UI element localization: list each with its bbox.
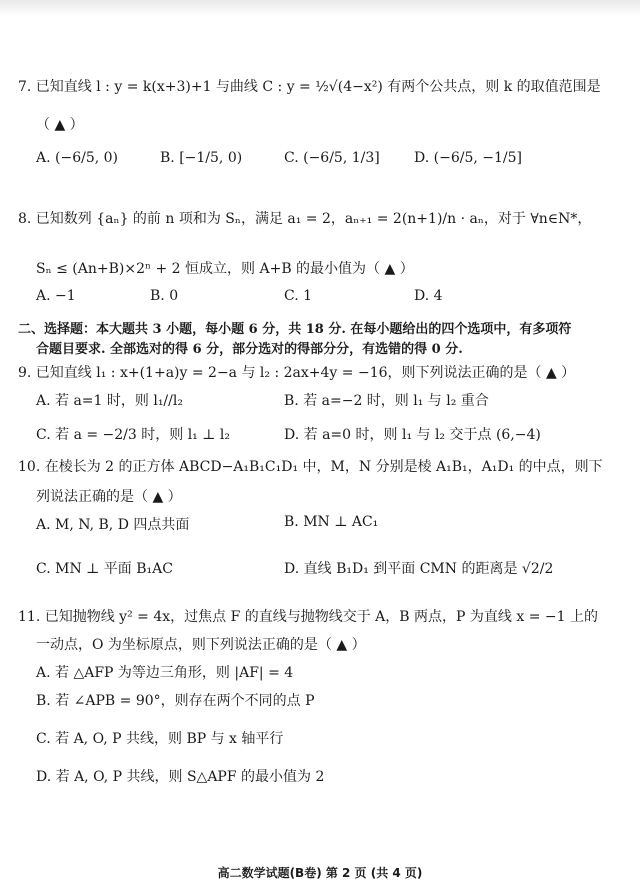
q7-option-a: A. (−6/5, 0) (36, 150, 119, 166)
q8-stem-line1: 8. 已知数列 {aₙ} 的前 n 项和为 Sₙ，满足 a₁ = 2，aₙ₊₁ = 2(n+1)/n · aₙ，对于 ∀n∈N*， (18, 211, 592, 227)
q8-option-d: D. 4 (414, 288, 443, 304)
q11-stem-line2: 一动点，O 为坐标原点，则下列说法正确的是（ ▲ ） (36, 637, 366, 653)
q10-option-c: C. MN ⊥ 平面 B₁AC (36, 561, 173, 577)
section2-heading-line2: 合题目要求. 全部选对的得 6 分，部分选对的得部分分，有选错的得 0 分. (36, 342, 463, 357)
q11-option-c: C. 若 A, O, P 共线，则 BP 与 x 轴平行 (36, 731, 284, 747)
q8-stem-line2: Sₙ ≤ (An+B)×2ⁿ + 2 恒成立，则 A+B 的最小值为（ ▲ ） (36, 261, 414, 277)
q8-option-c: C. 1 (284, 288, 313, 304)
q9-stem: 9. 已知直线 l₁ : x+(1+a)y = 2−a 与 l₂ : 2ax+4y = −16，则下列说法正确的是（ ▲ ） (18, 365, 576, 381)
page-footer: 高二数学试题(B卷) 第 2 页 (共 4 页) (217, 866, 423, 880)
q7-option-b: B. [−1/5, 0) (160, 150, 243, 166)
q10-option-a: A. M, N, B, D 四点共面 (36, 517, 190, 533)
q9-option-d: D. 若 a=0 时，则 l₁ 与 l₂ 交于点 (6,−4) (284, 427, 541, 443)
q8-option-a: A. −1 (36, 288, 76, 304)
q11-option-d: D. 若 A, O, P 共线，则 S△APF 的最小值为 2 (36, 769, 325, 785)
q11-stem-line1: 11. 已知抛物线 y² = 4x，过焦点 F 的直线与抛物线交于 A，B 两点，P 为直线 x = −1 上的 (18, 609, 598, 625)
q11-option-b: B. 若 ∠APB = 90°，则存在两个不同的点 P (36, 693, 315, 709)
q7-stem: 7. 已知直线 l : y = k(x+3)+1 与曲线 C : y = ½√(4−x²) 有两个公共点，则 k 的取值范围是 (18, 79, 601, 95)
q9-option-a: A. 若 a=1 时，则 l₁//l₂ (36, 393, 183, 409)
q10-stem-line2: 列说法正确的是（ ▲ ） (36, 489, 182, 505)
q7-answer-mark: （ ▲ ） (36, 117, 84, 133)
q9-option-c: C. 若 a = −2/3 时，则 l₁ ⊥ l₂ (36, 427, 230, 443)
q9-option-b: B. 若 a=−2 时，则 l₁ 与 l₂ 重合 (284, 393, 489, 409)
q7-option-c: C. (−6/5, 1/3] (284, 150, 380, 166)
q7-option-d: D. (−6/5, −1/5] (414, 150, 522, 166)
q10-option-d: D. 直线 B₁D₁ 到平面 CMN 的距离是 √2/2 (284, 561, 554, 577)
q11-option-a: A. 若 △AFP 为等边三角形，则 |AF| = 4 (36, 665, 294, 681)
q10-stem-line1: 10. 在棱长为 2 的正方体 ABCD−A₁B₁C₁D₁ 中，M，N 分别是棱 A₁B₁，A₁D₁ 的中点，则下 (18, 459, 603, 475)
scan-edge-shadow (0, 0, 640, 16)
q8-option-b: B. 0 (150, 288, 179, 304)
q10-option-b: B. MN ⊥ AC₁ (284, 514, 379, 530)
section2-heading-line1: 二、选择题：本大题共 3 小题，每小题 6 分，共 18 分. 在每小题给出的四个选项中，有多项符 (18, 322, 572, 337)
